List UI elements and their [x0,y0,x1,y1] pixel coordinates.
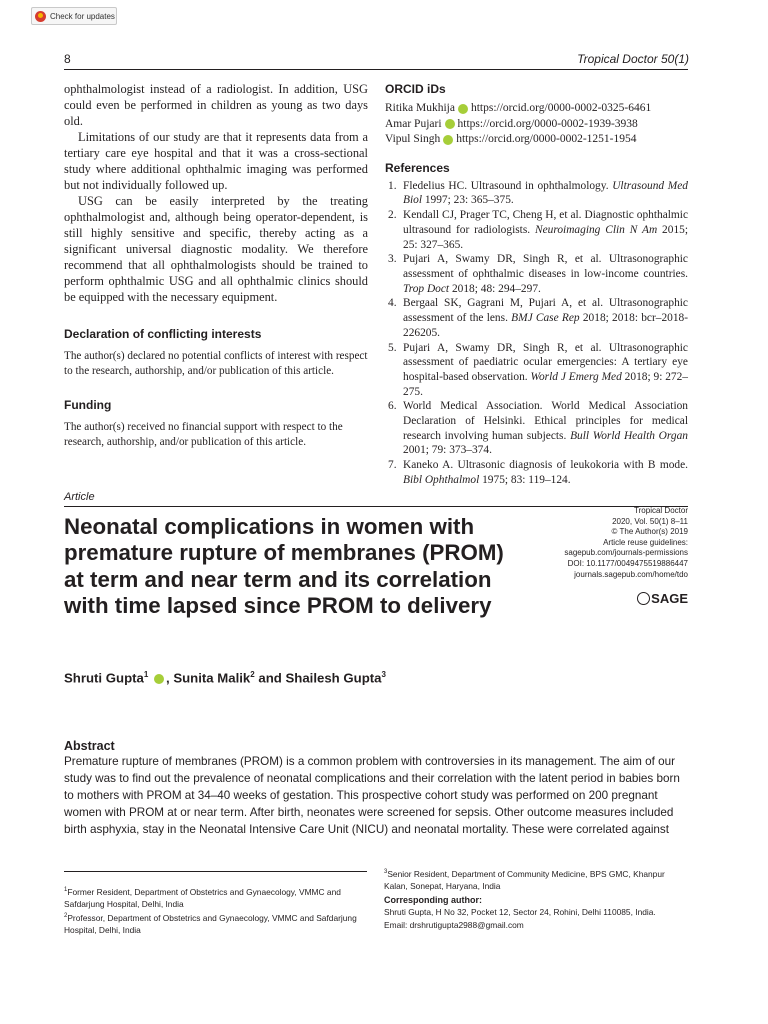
author-name: Shailesh Gupta [285,670,382,686]
conflict-heading: Declaration of conflicting interests [64,327,262,341]
article-metadata [564,506,688,580]
reference-number: 1. [388,179,397,192]
reference-citation: 2015; 25: 327–365. [403,223,689,251]
crossmark-icon [35,11,46,22]
orcid-icon [445,119,455,129]
reference-item [385,458,688,487]
reference-list [385,179,688,488]
body-paragraph: USG can be easily interpreted by the treating ophthalmologist and, although being operator-dependent, is still highly sensitive and specific, thereby acting as a significant universal diagnostic modality. We therefore recommend that all ophthalmologists should be trained to perform ophthalmic USG and all ophthalmic clinics should be equipped with the necessary equipment. [64,194,368,304]
publisher-name: SAGE [651,591,688,606]
footnote-marker: 1 [64,887,68,893]
reference-text: Fledelius HC. Ultrasound in ophthalmology. [403,179,613,192]
running-journal-title: Tropical Doctor 50(1) [577,52,689,66]
article-type-label: Article [64,491,95,503]
reference-item [385,179,688,208]
orcid-entry [385,101,688,117]
corresponding-author-footnote [384,866,689,931]
abstract-heading: Abstract [64,739,115,753]
orcid-icon[interactable] [154,674,164,684]
footnote-text: Professor, Department of Obstetrics and Gynaecology, VMMC and Safdarjung Hospital, Delhi, India [64,913,357,936]
abstract-text: Premature rupture of membranes (PROM) is a common problem with controversies in its management. The aim of our study was to find out the prevalence of neonatal complications and their correlation with the latent period in babies born to mothers with PROM at 34–40 weeks of gestation. This prospective cohort study was performed on 200 pregnant women with PROM at or near term. After birth, neonates were screened for sepsis. Other outcome measures included birth asphyxia, stay in the Neonatal Intensive Care Unit (NICU) and neonatal mortality. These were correlated against [64,755,680,836]
footnote-text: Former Resident, Department of Obstetrics and Gynaecology, VMMC and Safdarjung Hospital, Delhi, India [64,886,341,909]
reference-journal: Bull World Health Organ [570,429,689,442]
reference-citation: 2018; 48: 294–297. [449,282,541,295]
corresponding-author-heading: Corresponding author: [384,895,482,906]
reference-journal: Bibl Ophthalmol [403,473,480,486]
author-separator: , [165,670,174,686]
author-list [64,670,386,685]
reference-journal: Neuroimaging Clin N Am [534,223,658,236]
reference-number: 3. [388,253,397,266]
orcid-entry [385,117,688,133]
corresponding-author-address: Shruti Gupta, H No 32, Pocket 12, Sector 24, Rohini, Delhi 110085, India. [384,907,656,918]
footnote-text: Senior Resident, Department of Community Medicine, BPS GMC, Khanpur Kalan, Sonepat, Haryana, India [384,868,665,891]
orcid-link[interactable]: https://orcid.org/0000-0002-1939-3938 [457,117,638,130]
check-for-updates-label: Check for updates [50,11,115,21]
article-title: Neonatal complications in women with premature rupture of membranes (PROM) at term and near term and its correlation with time lapsed since PROM to delivery [64,514,504,619]
funding-text: The author(s) received no financial support with respect to the research, authorship, and/or publication of this article. [64,421,343,448]
footnote-rule [64,871,367,872]
reference-text: Bergaal SK, Gagrani M, Pujari A, et al. Ultrasonographic assessment of the lens. [403,297,688,325]
corresponding-author-email[interactable]: Email: drshrutigupta2988@gmail.com [384,919,524,930]
orcid-link[interactable]: https://orcid.org/0000-0002-1251-1954 [456,133,637,146]
reference-citation: 1997; 23: 365–375. [421,194,514,207]
author-name: Sunita Malik [173,670,251,686]
conflict-text: The author(s) declared no potential conflicts of interest with respect to the research, authorship, and/or publication of this article. [64,350,368,377]
affiliation-footnote [64,884,364,910]
footnote-marker: 3 [384,869,388,875]
meta-copyright: © The Author(s) 2019 [611,527,688,537]
meta-doi[interactable]: DOI: 10.1177/0049475519886447 [567,558,688,568]
references-heading: References [385,160,450,175]
reference-item [385,341,688,400]
reference-number: 5. [388,341,397,354]
body-paragraph: Limitations of our study are that it represents data from a tertiary care eye hospital and that it was a cross-sectional study where additional ophthalmic imaging was performed but not individually followed up. [64,130,368,192]
reference-citation: 2001; 79: 373–374. [403,444,492,457]
reference-journal: Ultrasound Med Biol [403,179,688,207]
reference-journal: Trop Doct [403,282,450,295]
reference-text: Pujari A, Swamy DR, Singh R, et al. Ultrasonographic assessment of ophthalmic diseases in low-income countries. [403,253,688,280]
reference-citation: 1975; 83: 119–124. [479,473,571,486]
reference-item [385,399,688,458]
author-name: Shruti Gupta [64,670,144,686]
meta-permissions-link[interactable]: sagepub.com/journals-permissions [564,548,688,558]
orcid-entry [385,132,688,148]
orcid-icon [443,135,453,145]
reference-text: Kaneko A. Ultrasonic diagnosis of leukokoria with B mode. [403,459,688,472]
author-affiliation-marker: 3 [381,670,386,679]
affiliation-footnote [384,866,689,892]
orcid-icon [458,104,468,114]
orcid-author-name: Ritika Mukhija [385,102,455,114]
abstract-section [64,739,688,838]
meta-journal-link[interactable]: journals.sagepub.com/home/tdo [574,569,688,579]
meta-volume: 2020, Vol. 50(1) 8–11 [612,516,688,526]
reference-citation: 2018; 9: 272–275. [403,370,689,398]
orcid-link[interactable]: https://orcid.org/0000-0002-0325-6461 [470,102,652,114]
page-number: 8 [64,52,71,66]
orcid-author-name: Vipul Singh [385,133,441,146]
reference-text: Kendall CJ, Prager TC, Cheng H, et al. Diagnostic ophthalmic ultrasound for radiologists. [403,209,688,236]
author-affiliation-marker: 1 [143,670,149,679]
reference-number: 7. [388,459,397,472]
reference-journal: BMJ Case Rep [511,312,580,325]
reference-number: 2. [388,209,397,222]
orcid-author-name: Amar Pujari [385,117,442,130]
reference-journal: World J Emerg Med [530,370,622,383]
affiliation-footnotes [64,884,364,936]
reference-text: World Medical Association. World Medical Association Declaration of Helsinki. Ethical principles for medical research involving human subjects. [403,400,688,442]
author-affiliation-marker: 2 [250,670,255,679]
publisher-logo [637,591,688,606]
sage-logo-icon [637,592,650,605]
reference-number: 4. [388,297,397,310]
right-column [385,81,688,488]
reference-text: Pujari A, Swamy DR, Singh R, et al. Ultrasonographic assessment of paediatric ocular emergencies: A tertiary eye hospital-based observation. [403,341,688,383]
reference-number: 6. [388,400,397,413]
meta-journal: Tropical Doctor [634,506,688,515]
meta-reuse-label: Article reuse guidelines: [603,537,688,547]
reference-item [385,252,688,296]
affiliation-footnote [64,910,364,936]
footnote-marker: 2 [64,913,68,920]
orcid-heading: ORCID iDs [385,82,446,96]
reference-citation: 2018; 2018: bcr–2018-226205. [403,312,689,339]
body-paragraph: ophthalmologist instead of a radiologist. In addition, USG could even be performed in children as young as two days old. [64,82,368,128]
author-separator: and [254,670,286,686]
check-for-updates-button[interactable] [31,7,117,25]
funding-heading: Funding [64,398,112,412]
reference-item [385,296,688,340]
header-rule [64,69,688,70]
reference-item [385,208,688,252]
left-column [64,81,368,450]
